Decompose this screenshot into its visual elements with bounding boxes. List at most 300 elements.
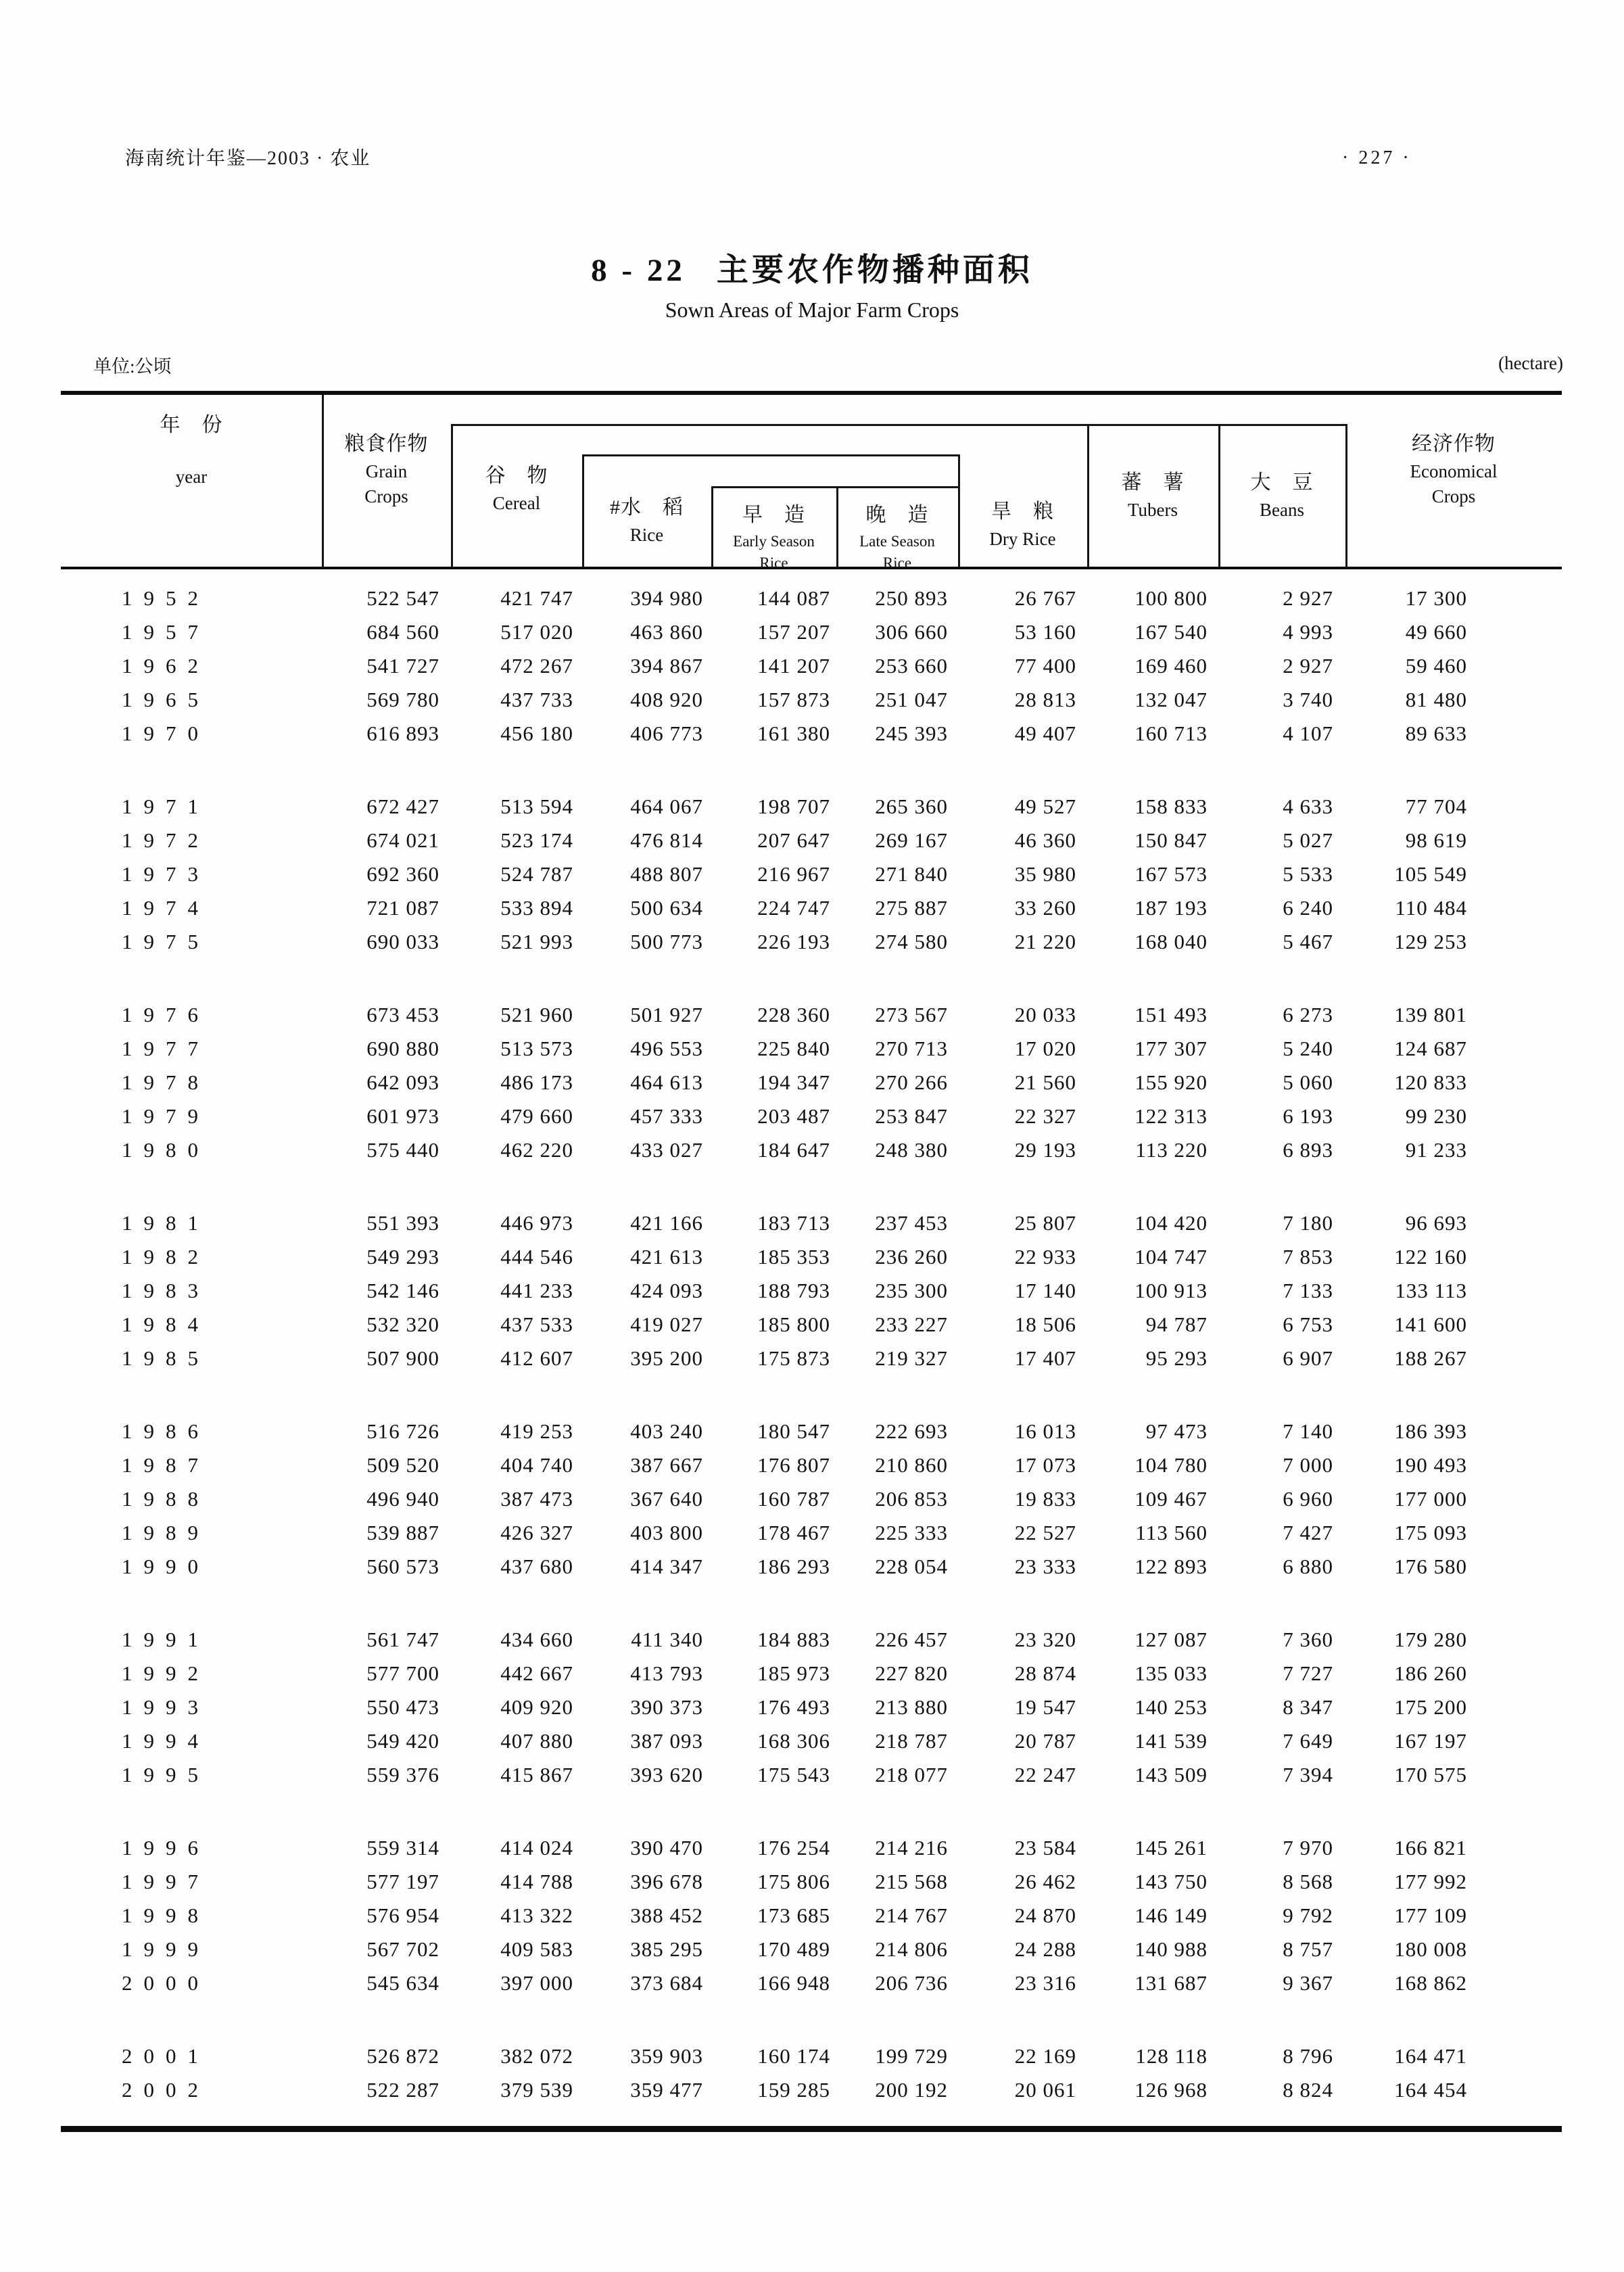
value-cell-beans: 7 853 bbox=[1283, 1245, 1333, 1269]
year-cell: 1995 bbox=[122, 1763, 210, 1786]
table-row bbox=[61, 1933, 1562, 1966]
value-cell-rice: 476 814 bbox=[630, 828, 703, 852]
value-cell-late_season_rice: 226 457 bbox=[875, 1628, 948, 1651]
value-cell-tubers: 104 747 bbox=[1135, 1245, 1208, 1269]
value-cell-tubers: 145 261 bbox=[1135, 1836, 1208, 1860]
group-separator bbox=[61, 1167, 1562, 1206]
value-cell-dry_rice: 22 327 bbox=[1014, 1104, 1076, 1128]
value-cell-grain_crops: 577 197 bbox=[366, 1870, 439, 1893]
value-cell-rice: 406 773 bbox=[630, 721, 703, 745]
value-cell-rice: 496 553 bbox=[630, 1037, 703, 1060]
value-cell-beans: 5 533 bbox=[1283, 862, 1333, 886]
table-body bbox=[61, 569, 1562, 2126]
year-cell: 1994 bbox=[122, 1729, 210, 1753]
value-cell-rice: 395 200 bbox=[630, 1346, 703, 1370]
value-cell-early_season_rice: 159 285 bbox=[757, 2078, 830, 2102]
value-cell-rice: 433 027 bbox=[630, 1138, 703, 1162]
value-cell-early_season_rice: 176 493 bbox=[757, 1695, 830, 1719]
col-header-zh: 粮食作物 bbox=[344, 433, 429, 455]
value-cell-cereal: 426 327 bbox=[500, 1521, 573, 1544]
value-cell-beans: 7 727 bbox=[1283, 1661, 1333, 1685]
table-row bbox=[61, 582, 1562, 615]
value-cell-dry_rice: 25 807 bbox=[1014, 1211, 1076, 1235]
value-cell-beans: 6 893 bbox=[1283, 1138, 1333, 1162]
value-cell-rice: 373 684 bbox=[630, 1971, 703, 1995]
value-cell-dry_rice: 17 073 bbox=[1014, 1453, 1076, 1477]
value-cell-cereal: 419 253 bbox=[500, 1419, 573, 1443]
value-cell-economical_crops: 98 619 bbox=[1405, 828, 1467, 852]
value-cell-tubers: 167 573 bbox=[1135, 862, 1208, 886]
year-cell: 1987 bbox=[122, 1453, 210, 1477]
col-header-zh: #水 稻 bbox=[610, 496, 684, 519]
col-header-zh: 谷 物 bbox=[485, 465, 548, 487]
value-cell-dry_rice: 18 506 bbox=[1014, 1312, 1076, 1336]
value-cell-cereal: 456 180 bbox=[500, 721, 573, 745]
value-cell-cereal: 472 267 bbox=[500, 654, 573, 678]
table-row bbox=[61, 615, 1562, 649]
year-cell: 1985 bbox=[122, 1346, 210, 1370]
value-cell-economical_crops: 177 000 bbox=[1394, 1487, 1467, 1511]
col-header-dry-rice bbox=[958, 502, 1087, 548]
value-cell-late_season_rice: 269 167 bbox=[875, 828, 948, 852]
value-cell-beans: 4 107 bbox=[1283, 721, 1333, 745]
value-cell-economical_crops: 175 093 bbox=[1394, 1521, 1467, 1544]
value-cell-tubers: 150 847 bbox=[1135, 828, 1208, 852]
table-row bbox=[61, 857, 1562, 891]
value-cell-tubers: 128 118 bbox=[1135, 2044, 1208, 2068]
value-cell-beans: 5 027 bbox=[1283, 828, 1333, 852]
col-header-beans bbox=[1218, 473, 1345, 519]
value-cell-economical_crops: 133 113 bbox=[1395, 1279, 1467, 1302]
value-cell-cereal: 513 573 bbox=[500, 1037, 573, 1060]
value-cell-late_season_rice: 274 580 bbox=[875, 930, 948, 953]
value-cell-rice: 463 860 bbox=[630, 620, 703, 644]
value-cell-early_season_rice: 228 360 bbox=[757, 1003, 830, 1026]
value-cell-economical_crops: 170 575 bbox=[1394, 1763, 1467, 1786]
value-cell-economical_crops: 141 600 bbox=[1394, 1312, 1467, 1336]
col-header-cereal bbox=[451, 466, 582, 513]
value-cell-early_season_rice: 166 948 bbox=[757, 1971, 830, 1995]
value-cell-grain_crops: 674 021 bbox=[366, 828, 439, 852]
unit-label-zh: 单位:公顷 bbox=[93, 356, 172, 377]
table-row bbox=[61, 2039, 1562, 2073]
value-cell-dry_rice: 35 980 bbox=[1014, 862, 1076, 886]
value-cell-cereal: 486 173 bbox=[500, 1070, 573, 1094]
value-cell-early_season_rice: 184 647 bbox=[757, 1138, 830, 1162]
value-cell-dry_rice: 20 787 bbox=[1014, 1729, 1076, 1753]
value-cell-beans: 7 649 bbox=[1283, 1729, 1333, 1753]
value-cell-late_season_rice: 199 729 bbox=[875, 2044, 948, 2068]
value-cell-cereal: 404 740 bbox=[500, 1453, 573, 1477]
year-cell: 1965 bbox=[122, 688, 210, 711]
season-box-top bbox=[711, 486, 960, 488]
data-table bbox=[61, 391, 1562, 2132]
value-cell-economical_crops: 177 109 bbox=[1394, 1903, 1467, 1927]
value-cell-tubers: 177 307 bbox=[1135, 1037, 1208, 1060]
value-cell-economical_crops: 59 460 bbox=[1405, 654, 1467, 678]
value-cell-tubers: 127 087 bbox=[1135, 1628, 1208, 1651]
value-cell-early_season_rice: 183 713 bbox=[757, 1211, 830, 1235]
value-cell-dry_rice: 49 407 bbox=[1014, 721, 1076, 745]
value-cell-dry_rice: 26 462 bbox=[1014, 1870, 1076, 1893]
value-cell-late_season_rice: 227 820 bbox=[875, 1661, 948, 1685]
year-cell: 1975 bbox=[122, 930, 210, 953]
value-cell-rice: 414 347 bbox=[630, 1555, 703, 1578]
value-cell-economical_crops: 77 704 bbox=[1405, 795, 1467, 818]
year-cell: 1962 bbox=[122, 654, 210, 678]
value-cell-dry_rice: 16 013 bbox=[1014, 1419, 1076, 1443]
table-row bbox=[61, 649, 1562, 683]
value-cell-grain_crops: 549 293 bbox=[366, 1245, 439, 1269]
value-cell-rice: 421 613 bbox=[630, 1245, 703, 1269]
value-cell-late_season_rice: 214 767 bbox=[875, 1903, 948, 1927]
value-cell-rice: 501 927 bbox=[630, 1003, 703, 1026]
value-cell-late_season_rice: 251 047 bbox=[875, 688, 948, 711]
value-cell-grain_crops: 526 872 bbox=[366, 2044, 439, 2068]
value-cell-rice: 387 093 bbox=[630, 1729, 703, 1753]
value-cell-cereal: 434 660 bbox=[500, 1628, 573, 1651]
value-cell-tubers: 104 420 bbox=[1135, 1211, 1208, 1235]
year-cell: 1996 bbox=[122, 1836, 210, 1860]
value-cell-economical_crops: 120 833 bbox=[1394, 1070, 1467, 1094]
value-cell-beans: 9 367 bbox=[1283, 1971, 1333, 1995]
value-cell-early_season_rice: 161 380 bbox=[757, 721, 830, 745]
value-cell-rice: 488 807 bbox=[630, 862, 703, 886]
value-cell-economical_crops: 81 480 bbox=[1405, 688, 1467, 711]
value-cell-economical_crops: 179 280 bbox=[1394, 1628, 1467, 1651]
year-cell: 1999 bbox=[122, 1937, 210, 1961]
value-cell-tubers: 143 509 bbox=[1135, 1763, 1208, 1786]
value-cell-early_season_rice: 157 873 bbox=[757, 688, 830, 711]
value-cell-late_season_rice: 219 327 bbox=[875, 1346, 948, 1370]
group-separator bbox=[61, 1792, 1562, 1831]
value-cell-cereal: 523 174 bbox=[500, 828, 573, 852]
value-cell-economical_crops: 139 801 bbox=[1394, 1003, 1467, 1026]
year-cell: 1997 bbox=[122, 1870, 210, 1893]
value-cell-cereal: 513 594 bbox=[500, 795, 573, 818]
value-cell-economical_crops: 89 633 bbox=[1405, 721, 1467, 745]
table-title-en: Sown Areas of Major Farm Crops bbox=[665, 298, 959, 322]
table-title-text: 主要农作物播种面积 bbox=[716, 253, 1033, 288]
value-cell-tubers: 140 988 bbox=[1135, 1937, 1208, 1961]
value-cell-rice: 464 067 bbox=[630, 795, 703, 818]
table-row bbox=[61, 891, 1562, 925]
group-separator bbox=[61, 1375, 1562, 1415]
value-cell-grain_crops: 549 420 bbox=[366, 1729, 439, 1753]
value-cell-beans: 7 360 bbox=[1283, 1628, 1333, 1651]
year-cell: 1978 bbox=[122, 1070, 210, 1094]
unit-label-en: (hectare) bbox=[1498, 353, 1563, 373]
value-cell-dry_rice: 23 333 bbox=[1014, 1555, 1076, 1578]
value-cell-beans: 6 240 bbox=[1283, 896, 1333, 920]
value-cell-dry_rice: 24 288 bbox=[1014, 1937, 1076, 1961]
year-cell: 1982 bbox=[122, 1245, 210, 1269]
value-cell-beans: 2 927 bbox=[1283, 654, 1333, 678]
value-cell-early_season_rice: 224 747 bbox=[757, 896, 830, 920]
value-cell-tubers: 168 040 bbox=[1135, 930, 1208, 953]
value-cell-grain_crops: 690 033 bbox=[366, 930, 439, 953]
year-cell: 1979 bbox=[122, 1104, 210, 1128]
value-cell-cereal: 379 539 bbox=[500, 2078, 573, 2102]
value-cell-early_season_rice: 168 306 bbox=[757, 1729, 830, 1753]
value-cell-economical_crops: 167 197 bbox=[1394, 1729, 1467, 1753]
value-cell-tubers: 141 539 bbox=[1135, 1729, 1208, 1753]
value-cell-early_season_rice: 175 806 bbox=[757, 1870, 830, 1893]
year-cell: 1977 bbox=[122, 1037, 210, 1060]
value-cell-tubers: 135 033 bbox=[1135, 1661, 1208, 1685]
value-cell-late_season_rice: 235 300 bbox=[875, 1279, 948, 1302]
value-cell-tubers: 113 220 bbox=[1135, 1138, 1208, 1162]
value-cell-dry_rice: 53 160 bbox=[1014, 620, 1076, 644]
value-cell-early_season_rice: 207 647 bbox=[757, 828, 830, 852]
value-cell-grain_crops: 672 427 bbox=[366, 795, 439, 818]
value-cell-tubers: 187 193 bbox=[1135, 896, 1208, 920]
value-cell-tubers: 132 047 bbox=[1135, 688, 1208, 711]
value-cell-cereal: 533 894 bbox=[500, 896, 573, 920]
value-cell-dry_rice: 22 169 bbox=[1014, 2044, 1076, 2068]
col-header-early-season-rice bbox=[711, 505, 836, 571]
value-cell-beans: 9 792 bbox=[1283, 1903, 1333, 1927]
col-header-tubers bbox=[1087, 473, 1218, 519]
value-cell-grain_crops: 532 320 bbox=[366, 1312, 439, 1336]
value-cell-early_season_rice: 157 207 bbox=[757, 620, 830, 644]
value-cell-cereal: 446 973 bbox=[500, 1211, 573, 1235]
value-cell-rice: 403 240 bbox=[630, 1419, 703, 1443]
value-cell-economical_crops: 175 200 bbox=[1394, 1695, 1467, 1719]
value-cell-late_season_rice: 270 713 bbox=[875, 1037, 948, 1060]
value-cell-beans: 8 824 bbox=[1283, 2078, 1333, 2102]
value-cell-rice: 464 613 bbox=[630, 1070, 703, 1094]
table-row bbox=[61, 1448, 1562, 1482]
value-cell-economical_crops: 188 267 bbox=[1394, 1346, 1467, 1370]
value-cell-grain_crops: 684 560 bbox=[366, 620, 439, 644]
value-cell-late_season_rice: 273 567 bbox=[875, 1003, 948, 1026]
value-cell-dry_rice: 23 584 bbox=[1014, 1836, 1076, 1860]
year-cell: 1988 bbox=[122, 1487, 210, 1511]
value-cell-late_season_rice: 248 380 bbox=[875, 1138, 948, 1162]
value-cell-late_season_rice: 228 054 bbox=[875, 1555, 948, 1578]
value-cell-grain_crops: 522 287 bbox=[366, 2078, 439, 2102]
value-cell-tubers: 151 493 bbox=[1135, 1003, 1208, 1026]
col-header-economical-crops bbox=[1345, 434, 1562, 506]
table-row bbox=[61, 2073, 1562, 2107]
value-cell-dry_rice: 22 247 bbox=[1014, 1763, 1076, 1786]
value-cell-economical_crops: 166 821 bbox=[1394, 1836, 1467, 1860]
value-cell-grain_crops: 616 893 bbox=[366, 721, 439, 745]
value-cell-economical_crops: 122 160 bbox=[1394, 1245, 1467, 1269]
value-cell-beans: 6 273 bbox=[1283, 1003, 1333, 1026]
value-cell-cereal: 409 920 bbox=[500, 1695, 573, 1719]
value-cell-beans: 6 193 bbox=[1283, 1104, 1333, 1128]
table-row bbox=[61, 1831, 1562, 1865]
value-cell-late_season_rice: 214 216 bbox=[875, 1836, 948, 1860]
value-cell-grain_crops: 692 360 bbox=[366, 862, 439, 886]
table-row bbox=[61, 1032, 1562, 1066]
value-cell-economical_crops: 49 660 bbox=[1405, 620, 1467, 644]
value-cell-late_season_rice: 275 887 bbox=[875, 896, 948, 920]
running-header-left: 海南统计年鉴—2003 · 农业 bbox=[125, 148, 371, 169]
group-separator bbox=[61, 959, 1562, 998]
value-cell-tubers: 113 560 bbox=[1135, 1521, 1208, 1544]
year-cell: 1973 bbox=[122, 862, 210, 886]
value-cell-dry_rice: 28 874 bbox=[1014, 1661, 1076, 1685]
value-cell-economical_crops: 96 693 bbox=[1405, 1211, 1467, 1235]
value-cell-rice: 424 093 bbox=[630, 1279, 703, 1302]
value-cell-economical_crops: 177 992 bbox=[1394, 1870, 1467, 1893]
year-cell: 1998 bbox=[122, 1903, 210, 1927]
value-cell-tubers: 95 293 bbox=[1145, 1346, 1208, 1370]
value-cell-late_season_rice: 206 736 bbox=[875, 1971, 948, 1995]
value-cell-economical_crops: 17 300 bbox=[1405, 586, 1467, 610]
value-cell-cereal: 413 322 bbox=[500, 1903, 573, 1927]
value-cell-early_season_rice: 160 787 bbox=[757, 1487, 830, 1511]
value-cell-late_season_rice: 253 660 bbox=[875, 654, 948, 678]
value-cell-cereal: 414 788 bbox=[500, 1870, 573, 1893]
value-cell-tubers: 143 750 bbox=[1135, 1870, 1208, 1893]
value-cell-grain_crops: 545 634 bbox=[366, 1971, 439, 1995]
value-cell-rice: 390 470 bbox=[630, 1836, 703, 1860]
value-cell-economical_crops: 186 260 bbox=[1394, 1661, 1467, 1685]
value-cell-economical_crops: 168 862 bbox=[1394, 1971, 1467, 1995]
table-row bbox=[61, 1899, 1562, 1933]
value-cell-beans: 8 796 bbox=[1283, 2044, 1333, 2068]
value-cell-economical_crops: 176 580 bbox=[1394, 1555, 1467, 1578]
value-cell-rice: 393 620 bbox=[630, 1763, 703, 1786]
value-cell-early_season_rice: 160 174 bbox=[757, 2044, 830, 2068]
value-cell-grain_crops: 559 376 bbox=[366, 1763, 439, 1786]
col-header-zh: 经济作物 bbox=[1412, 433, 1496, 455]
value-cell-rice: 390 373 bbox=[630, 1695, 703, 1719]
table-row bbox=[61, 1865, 1562, 1899]
value-cell-beans: 5 467 bbox=[1283, 930, 1333, 953]
value-cell-cereal: 387 473 bbox=[500, 1487, 573, 1511]
value-cell-early_season_rice: 185 973 bbox=[757, 1661, 830, 1685]
value-cell-cereal: 521 993 bbox=[500, 930, 573, 953]
value-cell-early_season_rice: 180 547 bbox=[757, 1419, 830, 1443]
page-number: · 227 · bbox=[1342, 147, 1412, 168]
group-separator bbox=[61, 1584, 1562, 1623]
value-cell-rice: 421 166 bbox=[630, 1211, 703, 1235]
value-cell-dry_rice: 22 527 bbox=[1014, 1521, 1076, 1544]
value-cell-late_season_rice: 250 893 bbox=[875, 586, 948, 610]
value-cell-cereal: 414 024 bbox=[500, 1836, 573, 1860]
value-cell-economical_crops: 105 549 bbox=[1394, 862, 1467, 886]
value-cell-grain_crops: 559 314 bbox=[366, 1836, 439, 1860]
value-cell-grain_crops: 507 900 bbox=[366, 1346, 439, 1370]
value-cell-cereal: 462 220 bbox=[500, 1138, 573, 1162]
year-cell: 1974 bbox=[122, 896, 210, 920]
value-cell-beans: 6 753 bbox=[1283, 1312, 1333, 1336]
value-cell-rice: 457 333 bbox=[630, 1104, 703, 1128]
value-cell-beans: 7 000 bbox=[1283, 1453, 1333, 1477]
value-cell-grain_crops: 576 954 bbox=[366, 1903, 439, 1927]
value-cell-dry_rice: 17 140 bbox=[1014, 1279, 1076, 1302]
table-row bbox=[61, 790, 1562, 824]
value-cell-cereal: 517 020 bbox=[500, 620, 573, 644]
table-row bbox=[61, 824, 1562, 857]
value-cell-cereal: 437 733 bbox=[500, 688, 573, 711]
value-cell-tubers: 155 920 bbox=[1135, 1070, 1208, 1094]
value-cell-grain_crops: 577 700 bbox=[366, 1661, 439, 1685]
value-cell-economical_crops: 129 253 bbox=[1394, 930, 1467, 953]
value-cell-grain_crops: 551 393 bbox=[366, 1211, 439, 1235]
value-cell-beans: 5 240 bbox=[1283, 1037, 1333, 1060]
value-cell-late_season_rice: 265 360 bbox=[875, 795, 948, 818]
table-row bbox=[61, 1133, 1562, 1167]
value-cell-economical_crops: 110 484 bbox=[1395, 896, 1467, 920]
col-header-year bbox=[61, 415, 322, 486]
value-cell-tubers: 167 540 bbox=[1135, 620, 1208, 644]
value-cell-beans: 4 993 bbox=[1283, 620, 1333, 644]
value-cell-grain_crops: 690 880 bbox=[366, 1037, 439, 1060]
col-header-late-season-rice bbox=[836, 505, 958, 571]
col-header-zh: 大 豆 bbox=[1250, 471, 1314, 494]
value-cell-cereal: 415 867 bbox=[500, 1763, 573, 1786]
value-cell-late_season_rice: 213 880 bbox=[875, 1695, 948, 1719]
value-cell-beans: 7 970 bbox=[1283, 1836, 1333, 1860]
value-cell-late_season_rice: 218 787 bbox=[875, 1729, 948, 1753]
year-cell: 1971 bbox=[122, 795, 210, 818]
value-cell-beans: 7 427 bbox=[1283, 1521, 1333, 1544]
value-cell-tubers: 140 253 bbox=[1135, 1695, 1208, 1719]
col-header-en: Dry Rice bbox=[989, 529, 1056, 549]
value-cell-tubers: 158 833 bbox=[1135, 795, 1208, 818]
year-cell: 1986 bbox=[122, 1419, 210, 1443]
value-cell-rice: 419 027 bbox=[630, 1312, 703, 1336]
value-cell-rice: 500 773 bbox=[630, 930, 703, 953]
value-cell-tubers: 122 893 bbox=[1135, 1555, 1208, 1578]
table-header bbox=[61, 395, 1562, 569]
value-cell-cereal: 437 533 bbox=[500, 1312, 573, 1336]
value-cell-rice: 394 867 bbox=[630, 654, 703, 678]
value-cell-tubers: 160 713 bbox=[1135, 721, 1208, 745]
value-cell-beans: 8 757 bbox=[1283, 1937, 1333, 1961]
value-cell-late_season_rice: 215 568 bbox=[875, 1870, 948, 1893]
value-cell-tubers: 146 149 bbox=[1135, 1903, 1208, 1927]
table-row bbox=[61, 1724, 1562, 1758]
value-cell-late_season_rice: 214 806 bbox=[875, 1937, 948, 1961]
value-cell-early_season_rice: 175 543 bbox=[757, 1763, 830, 1786]
value-cell-cereal: 412 607 bbox=[500, 1346, 573, 1370]
table-row bbox=[61, 1206, 1562, 1240]
year-cell: 1957 bbox=[122, 620, 210, 644]
value-cell-rice: 394 980 bbox=[630, 586, 703, 610]
group-separator bbox=[61, 2000, 1562, 2039]
value-cell-rice: 367 640 bbox=[630, 1487, 703, 1511]
table-row bbox=[61, 1308, 1562, 1342]
value-cell-beans: 8 568 bbox=[1283, 1870, 1333, 1893]
value-cell-dry_rice: 33 260 bbox=[1014, 896, 1076, 920]
table-title-zh bbox=[0, 245, 1624, 290]
col-header-en: Rice bbox=[882, 554, 912, 571]
value-cell-tubers: 122 313 bbox=[1135, 1104, 1208, 1128]
value-cell-dry_rice: 77 400 bbox=[1014, 654, 1076, 678]
value-cell-late_season_rice: 206 853 bbox=[875, 1487, 948, 1511]
value-cell-early_season_rice: 203 487 bbox=[757, 1104, 830, 1128]
value-cell-dry_rice: 28 813 bbox=[1014, 688, 1076, 711]
value-cell-early_season_rice: 188 793 bbox=[757, 1279, 830, 1302]
value-cell-early_season_rice: 141 207 bbox=[757, 654, 830, 678]
value-cell-cereal: 524 787 bbox=[500, 862, 573, 886]
table-row bbox=[61, 1516, 1562, 1550]
value-cell-dry_rice: 23 316 bbox=[1014, 1971, 1076, 1995]
value-cell-late_season_rice: 210 860 bbox=[875, 1453, 948, 1477]
value-cell-beans: 4 633 bbox=[1283, 795, 1333, 818]
value-cell-dry_rice: 46 360 bbox=[1014, 828, 1076, 852]
value-cell-dry_rice: 17 020 bbox=[1014, 1037, 1076, 1060]
value-cell-rice: 359 477 bbox=[630, 2078, 703, 2102]
year-cell: 1993 bbox=[122, 1695, 210, 1719]
